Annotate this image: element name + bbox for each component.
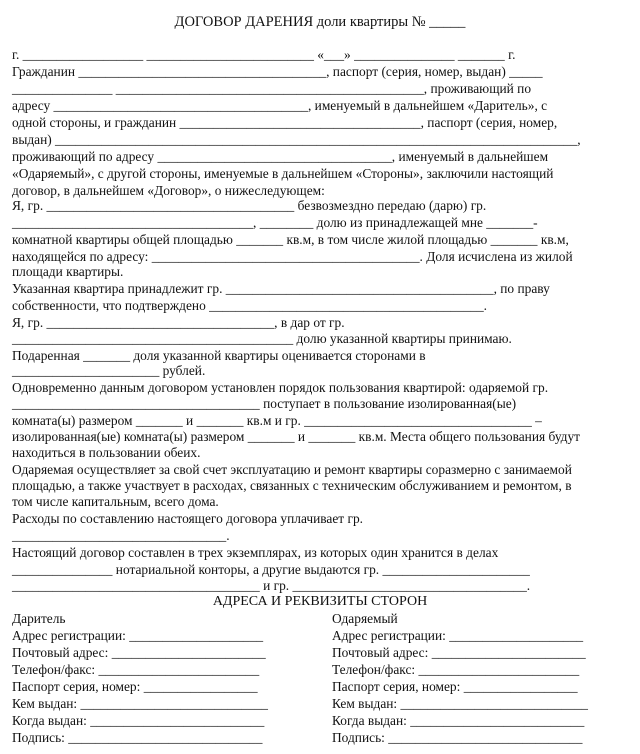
- body-line: изолированная(ые) комната(ы) размером _______ и _______ кв.м. Места общего пользования будут: [12, 429, 581, 444]
- body-line: «Одаряемый», с другой стороны, именуемые в дальнейшем «Стороны», заключили настоящий: [12, 166, 554, 181]
- body-line: адресу ______________________________________, именуемый в дальнейшем «Даритель», с: [12, 98, 548, 113]
- giver-line: Подпись: _____________________________: [12, 730, 263, 745]
- giver-line: Почтовый адрес: _______________________: [12, 645, 266, 660]
- body-line: _______________ нотариальной конторы, а другие выдаются гр. ______________________: [12, 562, 530, 577]
- body-line: том числе капитальным, всего дома.: [12, 494, 219, 509]
- giver-line: Кем выдан: ____________________________: [12, 696, 268, 711]
- body-line: _____________________________________ поступает в пользование изолированная(ые): [12, 396, 517, 411]
- giver-line: Телефон/факс: ________________________: [12, 662, 260, 677]
- body-line: Одаряемая осуществляет за свой счет эксплуатацию и ремонт квартиры соразмерно с занимаемой: [12, 462, 572, 477]
- document-title: ДОГОВОР ДАРЕНИЯ доли квартиры № _____: [174, 14, 466, 30]
- body-line: __________________________________________ долю указанной квартиры принимаю.: [12, 331, 512, 346]
- recipient-line: Кем выдан: ____________________________: [332, 696, 588, 711]
- giver-line: Паспорт серия, номер: _________________: [12, 679, 258, 694]
- body-line: комнатной квартиры общей площадью _______ кв.м, в том числе жилой площадью _______ кв.м,: [12, 232, 569, 247]
- body-line: ______________________ рублей.: [12, 363, 206, 378]
- body-line: площади квартиры.: [12, 264, 124, 279]
- giver-heading: Даритель: [12, 611, 66, 626]
- giver-line: Когда выдан: __________________________: [12, 713, 265, 728]
- body-line: площадью, а также участвует в расходах, связанных с техническим обслуживанием и ремонтом, в: [12, 478, 572, 493]
- body-line: Я, гр. __________________________________, в дар от гр.: [12, 315, 345, 330]
- recipient-line: Телефон/факс: ________________________: [332, 662, 580, 677]
- body-line: _____________________________________ и гр. ___________________________________.: [12, 578, 531, 593]
- body-line: Расходы по составлению настоящего договора уплачивает гр.: [12, 511, 364, 526]
- body-line: Указанная квартира принадлежит гр. ________________________________________, по праву: [12, 281, 550, 296]
- body-line: Настоящий договор составлен в трех экземплярах, из которых один хранится в делах: [12, 545, 499, 560]
- body-line: _______________ ______________________________________________, проживающий по: [12, 81, 532, 96]
- body-line: находиться в пользовании обеих.: [12, 445, 201, 460]
- body-line: г. __________________ _________________________ «___» _______________ _______ г.: [12, 47, 516, 62]
- body-line: Подаренная _______ доля указанной квартиры оценивается сторонами в: [12, 348, 426, 363]
- body-line: выдан) ______________________________________________________________________________,: [12, 132, 581, 147]
- recipient-line: Почтовый адрес: _______________________: [332, 645, 586, 660]
- giver-line: Адрес регистрации: ____________________: [12, 628, 264, 643]
- body-line: одной стороны, и гражданин ____________________________________, паспорт (серия, номер,: [12, 115, 558, 130]
- recipient-line: Адрес регистрации: ____________________: [332, 628, 584, 643]
- recipient-line: Паспорт серия, номер: _________________: [332, 679, 578, 694]
- body-line: Я, гр. _____________________________________ безвозмездно передаю (дарю) гр.: [12, 198, 487, 213]
- body-line: собственности, что подтверждено _________________________________________.: [12, 298, 488, 313]
- recipient-heading: Одаряемый: [332, 611, 398, 626]
- body-line: договор, в дальнейшем «Договор», о нижеследующем:: [12, 183, 325, 198]
- body-line: ____________________________________, ________ долю из принадлежащей мне _______-: [12, 215, 538, 230]
- body-line: Одновременно данным договором установлен порядок пользования квартирой: одаряемой гр.: [12, 380, 549, 395]
- recipient-line: Подпись: _____________________________: [332, 730, 583, 745]
- section-title: АДРЕСА И РЕКВИЗИТЫ СТОРОН: [212, 594, 428, 609]
- body-line: ________________________________.: [12, 528, 230, 543]
- body-line: Гражданин _____________________________________, паспорт (серия, номер, выдан) _____: [12, 64, 543, 79]
- body-line: проживающий по адресу ___________________________________, именуемый в дальнейшем: [12, 149, 549, 164]
- body-line: комната(ы) размером _______ и _______ кв.м и гр. __________________________________ –: [12, 413, 542, 428]
- recipient-line: Когда выдан: __________________________: [332, 713, 585, 728]
- body-line: находящейся по адресу: ________________________________________. Доля исчислена из жилой: [12, 249, 573, 264]
